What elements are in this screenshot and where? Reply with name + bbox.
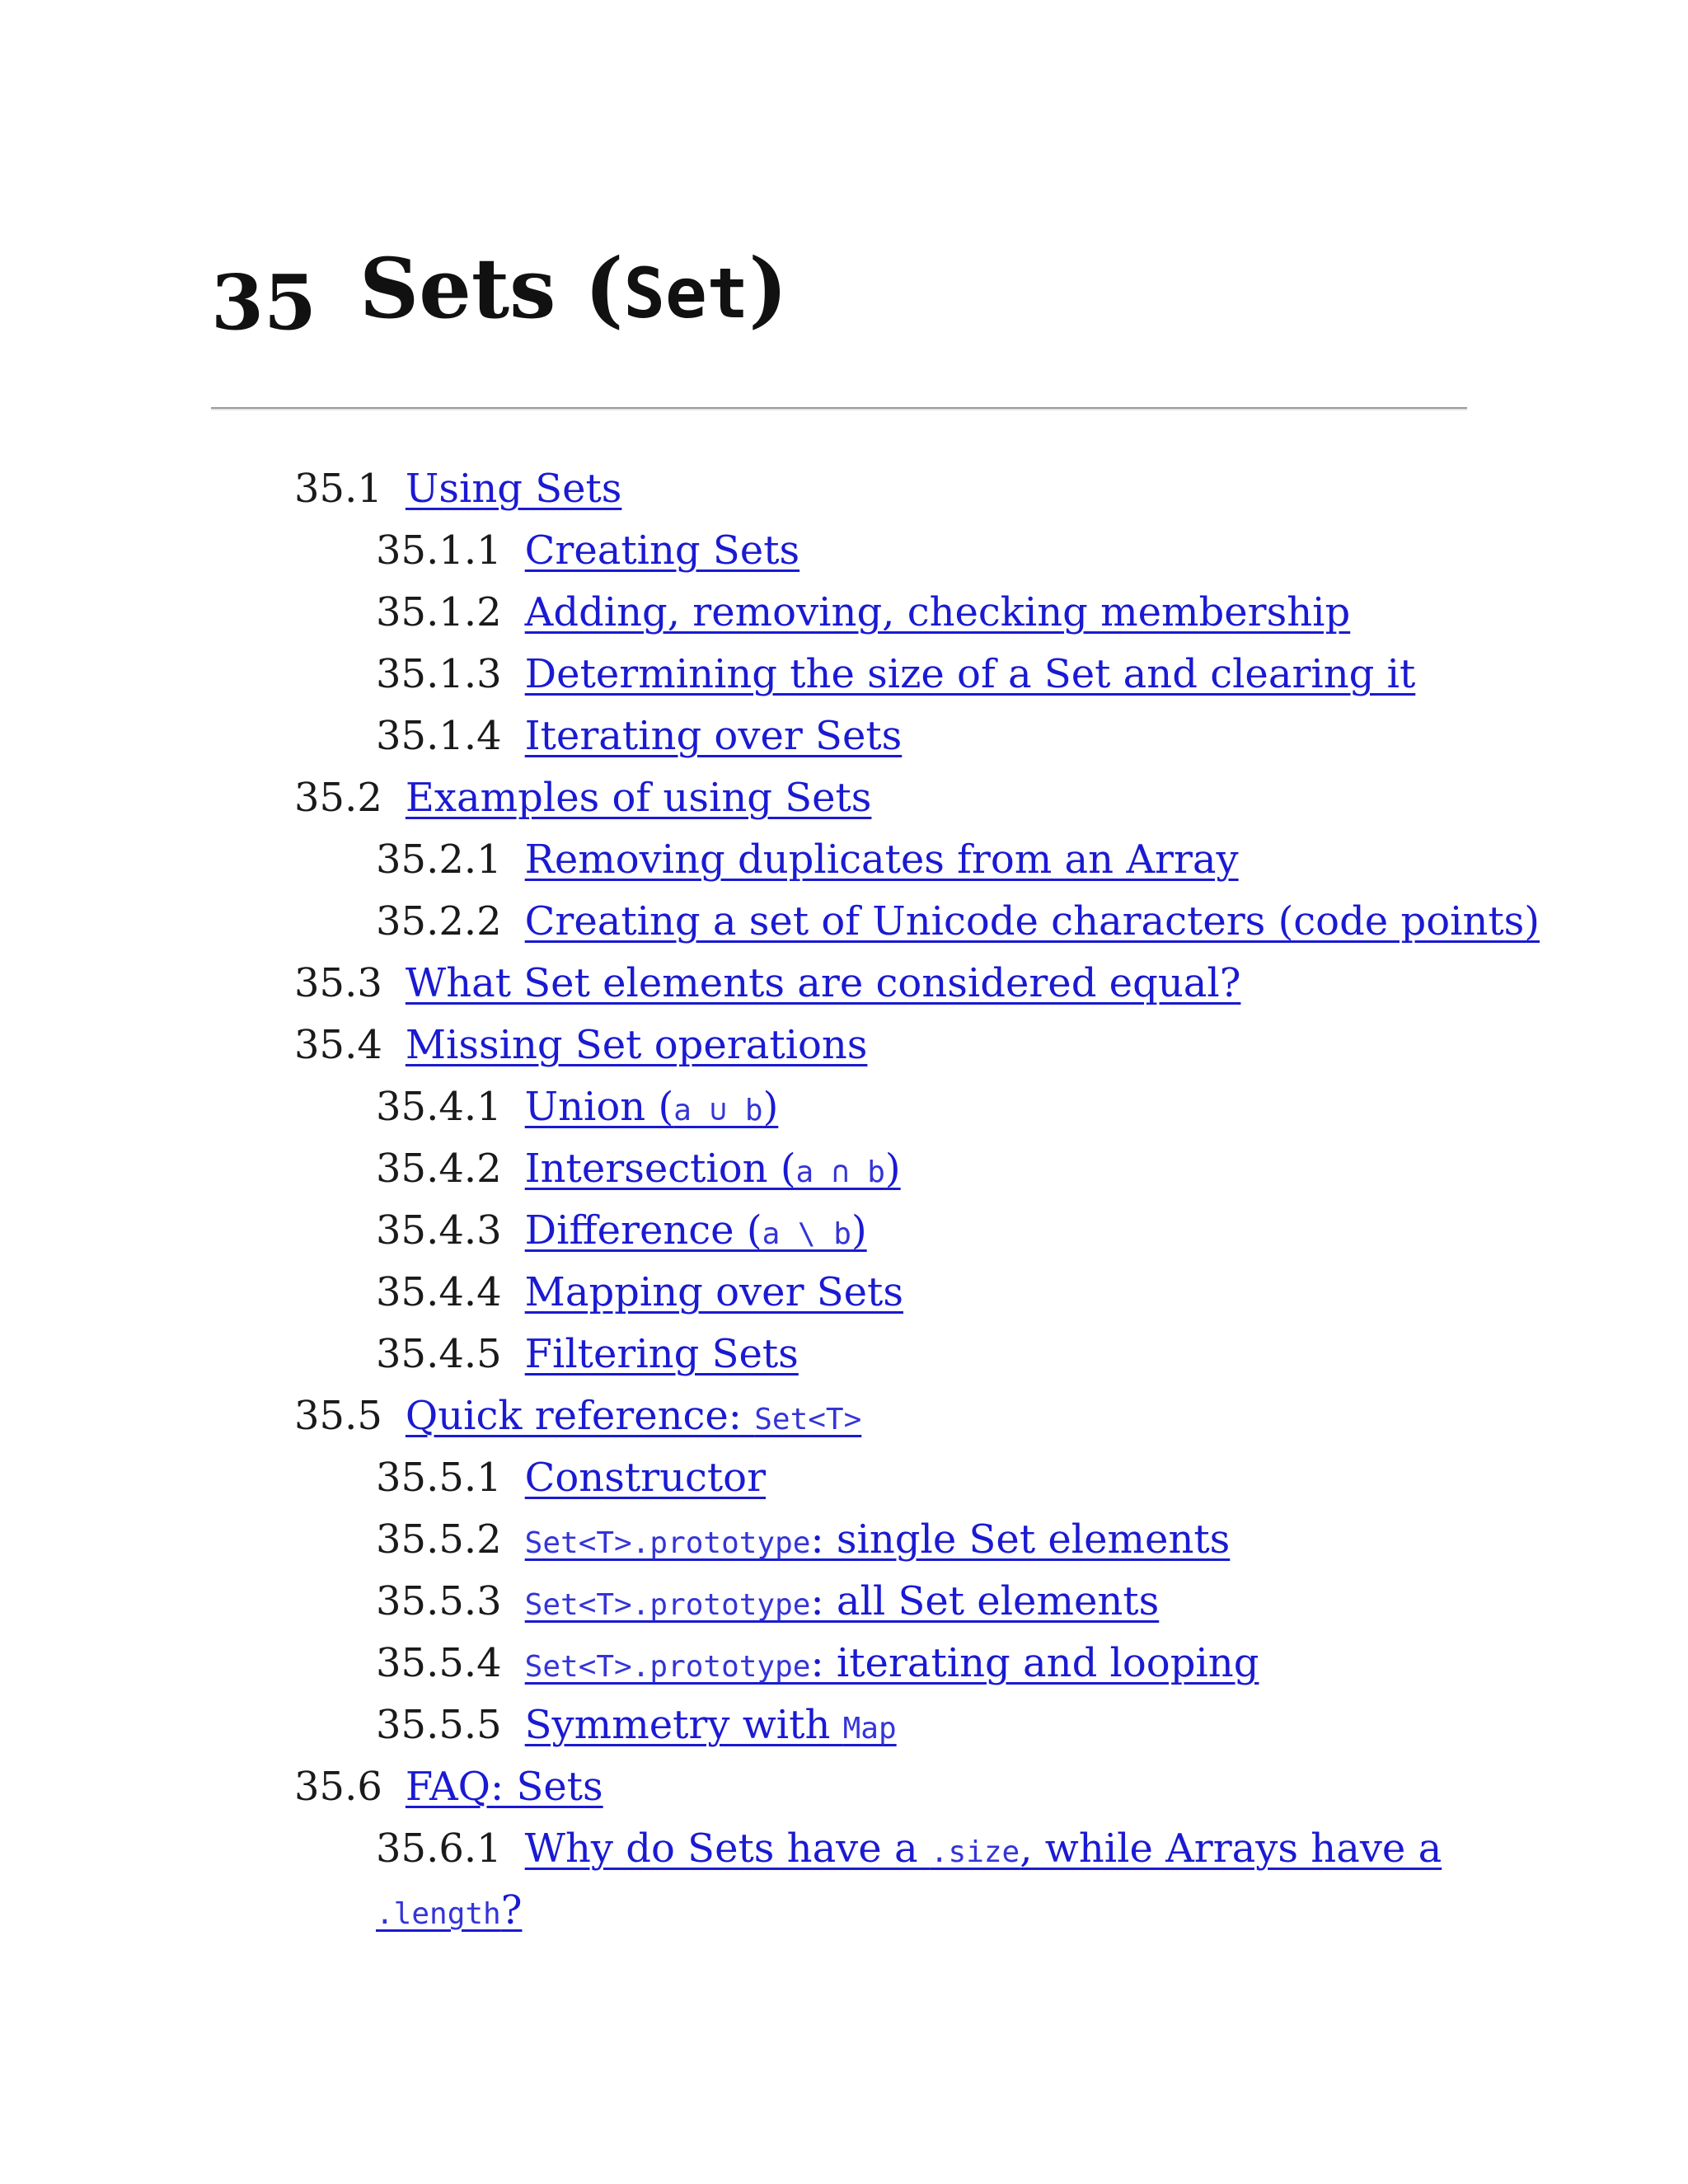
toc-section-number: 35.3: [294, 960, 382, 1006]
toc-link-code: Set<T>.prototype: [524, 1526, 811, 1560]
toc-link-text: : single Set elements: [810, 1516, 1231, 1563]
toc-entry: [0, 1756, 1688, 1818]
toc-link[interactable]: [525, 713, 903, 759]
toc-entry-continuation: [0, 1880, 1688, 1942]
toc-link[interactable]: [525, 1146, 901, 1192]
toc-section-number: 35.2: [294, 775, 382, 821]
toc-link[interactable]: [525, 1578, 1160, 1624]
toc-link-text: : iterating and looping: [810, 1640, 1259, 1686]
toc-link-text: ): [884, 1146, 901, 1192]
toc-link[interactable]: [406, 1764, 603, 1810]
toc-link[interactable]: [525, 1825, 1442, 1872]
toc-link[interactable]: [525, 651, 1416, 697]
toc-entry: [0, 1385, 1688, 1447]
toc-section-number: 35.1.4: [376, 713, 502, 759]
toc-section-number: 35.1.1: [376, 527, 502, 574]
toc-link-code: Set<T>.prototype: [524, 1650, 811, 1684]
toc-link-code: Set<T>.prototype: [524, 1588, 811, 1622]
toc-section-number: 35.5.3: [376, 1578, 502, 1624]
toc-link-text: FAQ: Sets: [405, 1764, 603, 1810]
toc-link-code: Set<T>: [754, 1403, 862, 1436]
chapter-title: [211, 240, 788, 347]
toc-entry: [0, 1509, 1688, 1571]
toc-link[interactable]: [525, 1269, 903, 1315]
toc-link-text: Determining the size of a Set and clearing it: [524, 651, 1416, 697]
toc-link[interactable]: [525, 589, 1351, 635]
toc-link[interactable]: [525, 1702, 897, 1748]
toc-link-text: Quick reference:: [405, 1393, 755, 1439]
toc-section-number: 35.4.4: [376, 1269, 502, 1315]
toc-entry: [0, 1262, 1688, 1324]
toc-link[interactable]: [406, 960, 1241, 1006]
toc-link[interactable]: [525, 1331, 799, 1377]
toc-link-code: .length: [376, 1897, 501, 1931]
chapter-title-close: ): [748, 240, 788, 337]
chapter-number: 35: [211, 258, 317, 347]
toc-entry: [0, 1571, 1688, 1633]
toc-link-text: Why do Sets have a: [524, 1825, 931, 1872]
table-of-contents: [0, 458, 1688, 1942]
toc-link-code: .size: [930, 1835, 1020, 1869]
toc-link[interactable]: [376, 1887, 522, 1933]
toc-section-number: 35.5.4: [376, 1640, 502, 1686]
toc-link-text: Removing duplicates from an Array: [524, 837, 1239, 883]
toc-link-text: Symmetry with: [524, 1702, 843, 1748]
toc-section-number: 35.1: [294, 466, 382, 512]
toc-entry: [0, 767, 1688, 829]
toc-entry: [0, 1200, 1688, 1262]
toc-link[interactable]: [525, 837, 1239, 883]
toc-link-text: Creating a set of Unicode characters (code points): [524, 898, 1540, 944]
toc-section-number: 35.4: [294, 1022, 382, 1068]
toc-entry: [0, 1324, 1688, 1385]
toc-link-text: Missing Set operations: [405, 1022, 868, 1068]
toc-link-text: Using Sets: [405, 466, 622, 512]
toc-link-text: Iterating over Sets: [524, 713, 903, 759]
toc-link-text: , while Arrays have a: [1020, 1825, 1442, 1872]
toc-link[interactable]: [406, 1022, 868, 1068]
toc-section-number: 35.1.2: [376, 589, 502, 635]
toc-entry: [0, 891, 1688, 953]
toc-entry: [0, 1818, 1688, 1880]
toc-section-number: 35.4.5: [376, 1331, 502, 1377]
title-divider: [211, 407, 1467, 410]
toc-link-code: Map: [842, 1712, 897, 1746]
toc-link-text: ): [762, 1084, 779, 1130]
toc-section-number: 35.4.1: [376, 1084, 502, 1130]
toc-entry: [0, 1694, 1688, 1756]
toc-section-number: 35.2.2: [376, 898, 502, 944]
chapter-title-code: Set: [623, 253, 749, 334]
toc-link-text: Intersection (: [524, 1146, 796, 1192]
toc-link[interactable]: [525, 1640, 1259, 1686]
toc-link-text: Constructor: [524, 1455, 767, 1501]
toc-section-number: 35.5.2: [376, 1516, 502, 1563]
toc-link[interactable]: [525, 1516, 1231, 1563]
toc-link-text: Union (: [524, 1084, 674, 1130]
toc-entry: [0, 582, 1688, 644]
toc-link-text: Adding, removing, checking membership: [524, 589, 1351, 635]
toc-entry: [0, 829, 1688, 891]
toc-entry: [0, 520, 1688, 582]
toc-link[interactable]: [406, 775, 872, 821]
toc-entry: [0, 1447, 1688, 1509]
toc-entry: [0, 705, 1688, 767]
toc-section-number: 35.6: [294, 1764, 382, 1810]
toc-section-number: 35.4.3: [376, 1207, 502, 1254]
toc-link[interactable]: [525, 898, 1540, 944]
toc-link-code: a ∪ b: [673, 1094, 763, 1127]
toc-link[interactable]: [525, 527, 799, 574]
toc-section-number: 35.6.1: [376, 1825, 502, 1872]
toc-section-number: 35.1.3: [376, 651, 502, 697]
toc-section-number: 35.5: [294, 1393, 382, 1439]
toc-link-text: : all Set elements: [810, 1578, 1160, 1624]
toc-link-code: a \ b: [762, 1217, 851, 1251]
toc-entry: [0, 1076, 1688, 1138]
toc-section-number: 35.4.2: [376, 1146, 502, 1192]
toc-link[interactable]: [406, 1393, 861, 1439]
toc-section-number: 35.5.5: [376, 1702, 502, 1748]
toc-entry: [0, 644, 1688, 705]
toc-link[interactable]: [525, 1207, 867, 1254]
toc-link-text: Creating Sets: [524, 527, 800, 574]
toc-link-text: What Set elements are considered equal?: [405, 960, 1241, 1006]
toc-link-text: Mapping over Sets: [524, 1269, 903, 1315]
toc-entry: [0, 953, 1688, 1015]
toc-entry: [0, 458, 1688, 520]
toc-link[interactable]: [525, 1455, 766, 1501]
chapter-title-text: Sets (: [359, 240, 624, 337]
toc-link[interactable]: [406, 466, 622, 512]
toc-link-text: Examples of using Sets: [405, 775, 872, 821]
toc-link-text: ?: [500, 1887, 523, 1933]
toc-link-text: Filtering Sets: [524, 1331, 799, 1377]
toc-entry: [0, 1633, 1688, 1694]
toc-link[interactable]: [525, 1084, 779, 1130]
toc-section-number: 35.2.1: [376, 837, 502, 883]
toc-link-text: Difference (: [524, 1207, 762, 1254]
toc-link-code: a ∩ b: [795, 1155, 885, 1189]
toc-link-text: ): [851, 1207, 867, 1254]
toc-entry: [0, 1138, 1688, 1200]
toc-section-number: 35.5.1: [376, 1455, 502, 1501]
toc-entry: [0, 1015, 1688, 1076]
